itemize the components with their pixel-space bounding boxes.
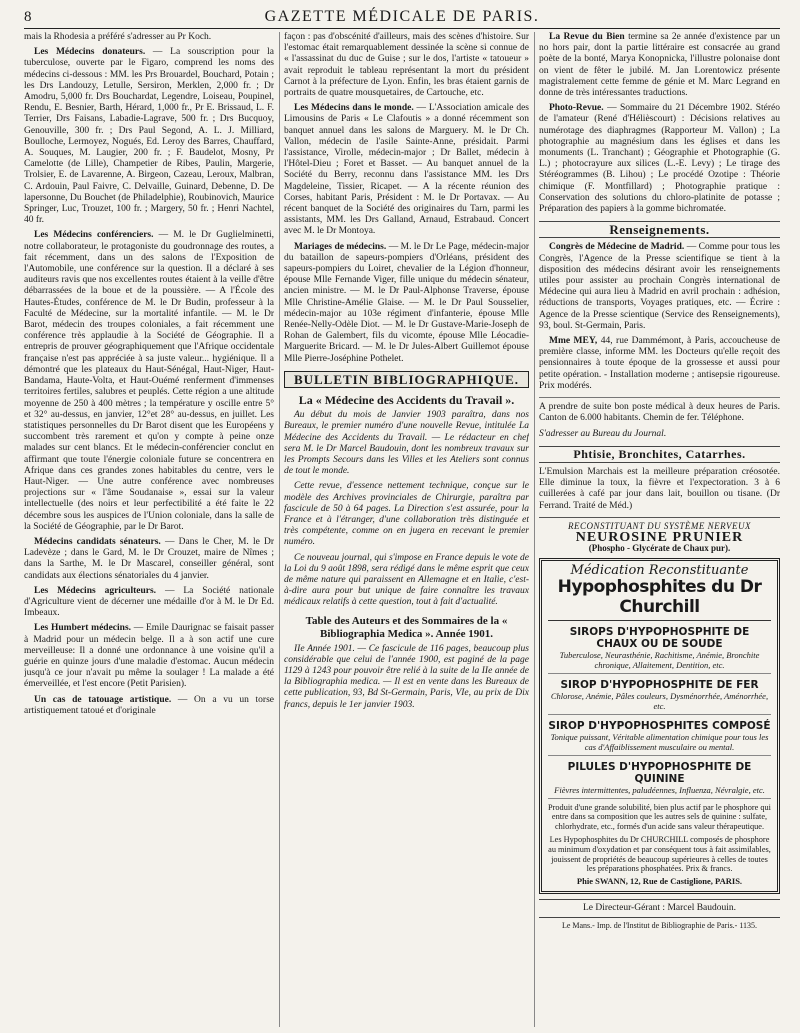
reconstituant-line: RECONSTITUANT DU SYSTÈME NERVEUX <box>539 517 780 532</box>
article-paragraph: Cette revue, d'essence nettement technique, conçue sur le modèle des Archives provinciales de Chirurgie, paraîtra par fascicule de 50 à 64 pages. La Direction s'est assurée, pour la France et à l'étranger, d'une collaboration très distinguée et très compétente, comme on en jugera en recevant le premier numéro. <box>284 481 529 548</box>
news-item <box>284 32 529 99</box>
neurosine-title: NEUROSINE PRUNIER <box>575 529 744 545</box>
news-item <box>24 623 274 690</box>
item-heading: Les Médecins conférenciers. <box>34 230 154 241</box>
notice-item <box>539 336 780 392</box>
item-text: — La Société nationale d'Agriculture vient de décerner une médaille d'or à M. le Dr Ed. Imbeaux. <box>24 585 274 619</box>
notice-item <box>539 103 780 215</box>
item-heading: Un cas de tatouage artistique. <box>34 694 172 705</box>
practice-for-sale <box>539 397 780 440</box>
director-line: Le Directeur-Gérant : Marcel Baudouin. <box>539 899 780 914</box>
ad-product-desc: Tuberculose, Neurasthénie, Rachitisme, Anémie, Bronchite chronique, Allaitement, Dentition, etc. <box>548 650 771 674</box>
ad-product-title: SIROP D'HYPOPHOSPHITES COMPOSÉ <box>548 719 771 732</box>
ad-signature: Phie SWANN, 12, Rue de Castiglione, PARIS. <box>576 875 743 886</box>
ad-syrups <box>548 626 771 799</box>
notice-text: — Sommaire du 21 Décembre 1902. Stéréo de l'amateur (René d'Hélièscourt) : Décisions relatives au numérotage des diaphragmes (Rapporteur M. Vallon) ; La photographie au magnésium dans les églises et dans les monuments (L. Tranchant) ; Géographie et Photographie (G. L.) ; photocrayure aux silices (L.-E. Levy) ; Le tirage des Stéréogrammes (B. Lihou) ; Le procédé Ozotipe : Théorie chimique (F. Montfillard) ; Photographie pratique : Conservation des solutions du chloro-platinite de potasse ; Préparation des papiers à la gomme bichromatée. <box>539 103 780 215</box>
table-title: Table des Auteurs et des Sommaires de la « Bibliographia Medica ». Année 1901. <box>305 614 508 640</box>
page-number: 8 <box>24 9 32 25</box>
column-middle <box>279 32 529 1027</box>
notice-heading: Mme MEY, <box>549 336 598 347</box>
column-left <box>24 32 274 1027</box>
notice-heading: Photo-Revue. <box>549 103 604 114</box>
page-header <box>24 8 780 29</box>
item-heading: Les Médecins dans le monde. <box>294 103 414 114</box>
article-body <box>284 410 529 608</box>
notice-heading: La Revue du Bien <box>549 32 625 42</box>
item-text: — Emile Daurignac se faisait passer à Madrid pour un médecin belge. Il a à son actif une cure merveilleuse: Il a donné une ordonnance à une voisine qu'il a guérie en quinze jours d'une maladie d'estomac. Aucun médecin jusqu'à ce jour n'avait pu même la soulager ! La malade a été émerveillée, et l'est encore (Petit Parisien). <box>24 623 274 690</box>
item-text: — La souscription pour la tuberculose, ouverte par le Figaro, comprend les noms des médecins ci-dessous : MM. les Prs Brouardel, Bouchard, Potain ; les Drs Landouzy, Letulle, Sersiron, Merklen, 2,000 fr. ; Dr Amodru, 5,000 fr. Drs Bouchardat, Legendre, Loiseau, Poupinel, Rendu, E. Besnier, Barth, Hérard, 1,000 fr., Pr E. Brissaud, L. F. Terrier, Drs Faisans, Labadie-Lagrave, 500 fr. ; Drs Bucquoy, Genouville, 300 fr. ; Drs Paul Segond, A. L. J. Milliard, Boulloche, Lermoyez, Nogués, Ed. Leroy des Barres, Chauffard, A. Souques, M. Laugier, 200 fr. ; F. Baudelot, Mosny, Pr Camelotte (de Lille), Champetier de Ribes, Paulin, Margerie, Trolsier, E. de Lavarenne, A. Birgeon, Cazeau, Leroux, Malbran, C. Ardouin, Paul Faivre, C. Delvaille, Guinard, Debenne, D. De lapersonne, Du Bouchet (de Philadelphie), Roubinovich, Maurice Springer, Luc, Trouzet, 100 fr. ; Margery, 50 fr. ; Henri Nachtel, 40 fr. <box>24 47 274 226</box>
item-heading: Les Médecins agriculteurs. <box>34 585 157 596</box>
news-item <box>24 695 274 717</box>
item-text: — M. le Dr Guglielminetti, notre collaborateur, le protagoniste du goudronnage des routes, a fait récemment, dans un des salons de l'Exposition de l'Automobile, une conférence sur la question. Il a déclaré à ses auditeurs ravis que nos excellentes routes étaient à la veille d'être débarrassées de la boue et de la poussière. — A l'École des Hautes-Études, conférence de M. le Dr Budin, professeur à la Faculté de Médecine, sur la mortalité infantile. — M. le Dr Barot, médecin des troupes coloniales, a fait récemment une conférence très applaudie à la Société de Géographie. Il a entrepris de prouver géographiquement que l'Afrique occidentale française n'est pas appréciée à sa juste valeur... hygiénique. Il a démontré que les plateaux du Haut-Sénégal, Haut-Niger, Haut-Bandama, Haute-Volta, et Haut-Ouémé renferment d'immenses territoires fertiles, salubres et peuplés. Cette région a une altitude moyenne de 250 à 400 mètres ; la température y oscille entre 5° et 32° au-dessus, en janvier, 12°et 28° au-dessus, en juillet. Les statistiques personnelles du Dr Barot disent que les Européens y succombent très rarement et qu'on y compte à peine onze malades sur cent blancs. Et le médecin-conférencier conclut en affirmant que toute l'énergie coloniale future se concentrera en Afrique dans ces grandes zones habitables du centre, vers le Haut-Niger. — Une autre conférence avec nombreuses projections sur « l'âme Soudanaise », essai sur la valeur intellectuelle (des noirs et leur perfectibilité a été faite le 22 décembre sous les auspices de l'Union coloniale, dans la salle de la Société de Géographie, par le Dr Barot. <box>24 230 274 532</box>
item-heading: Les Médecins donateurs. <box>34 47 146 58</box>
notice-text: 44, rue Dammémont, à Paris, accoucheuse de première classe, informe MM. les Docteurs qu'elle reçoit des pensionnaires à toute époque de la grossesse et aussi pour petite opération. - Installation moderne ; antisepsie rigoureuse. Prix modérés. <box>539 336 780 391</box>
ad-text-quinine: Produit d'une grande solubilité, bien plus actif par le phosphore qui entre dans sa composition que les autres sels de quinine : sulfate, chlorhydrate, etc., formés d'un acide sans valeur thérapeutique. <box>548 802 771 831</box>
news-item <box>24 32 274 43</box>
item-text: — L'Association amicale des Limousins de Paris « Le Clafoutis » a donné récemment son banquet annuel dans les salons de Marguery. M. le Dr Ch. Vallon, médecin de l'asile Sainte-Anne, présidait. Parmi l'assistance, Virolle, médecin-major ; Dr Ballet, médecin à l'Hôtel-Dieu ; Foret et Basset. — Au banquet annuel de la Société du Berry, reconnu dans l'assistance MM. les Drs Magdeleine, Tissier, Ricapet. — A la récente réunion des Corses, habitant Paris, Président : M. le Dr Portavax. — Au récent banquet de la Société des originaires du Tarn, parmi les assistants, MM. les Drs Galland, Arnaud, Estrabaud. Concert avec M. le Dr Montoya. <box>284 103 529 237</box>
journal-title: GAZETTE MÉDICALE DE PARIS. <box>264 8 540 25</box>
neurosine-sub: (Phospho - Glycérate de Chaux pur). <box>588 543 731 554</box>
news-item <box>24 586 274 620</box>
bulletin-banner: BULLETIN BIBLIOGRAPHIQUE. <box>284 371 529 388</box>
table-text: IIe Année 1901. — Ce fascicule de 116 pages, beaucoup plus considérable que celui de l'année 1900, est paginé de la page 1129 à 1243 pour pouvoir être relié à la suite de la IIe année de la Bibliographia medica. — Il est en vente dans les Bureaux de cette publication, 93, Bd St-Germain, Paris, VIe, au prix de Dix francs, depuis le 1er janvier 1903. <box>284 643 529 710</box>
news-item <box>24 537 274 582</box>
sale-text: A prendre de suite bon poste médical à deux heures de Paris. Canton de 6.000 habitants. Chemin de fer. Téléphone. <box>539 402 780 424</box>
renseignements-title: Renseignements. <box>539 221 780 238</box>
ad-product-desc: Chlorose, Anémie, Pâles couleurs, Dysménorrhée, Aménorrhée, etc. <box>548 691 771 715</box>
imprint-line: Le Mans.- Imp. de l'Institut de Bibliographie de Paris.- 1135. <box>539 917 780 931</box>
ad-headline: Hypophosphites du Dr Churchill <box>548 577 771 621</box>
notice-text: termine sa 2e année d'existence par un no hors pair, dont la partie littéraire est consacrée au grand poète de la bonté, Marya Konopnicka, l'illustre polonaise dont on vient de fêter le jubilé. M. Jan Lorentowicz présente magistralement cette femme de génie et M. Marc Legrand en donne de très intéressantes traductions. <box>539 32 780 99</box>
columns <box>24 32 780 1027</box>
item-heading: Mariages de médecins. <box>294 241 387 252</box>
item-text: — Dans le Cher, M. le Dr Ladevèze ; dans le Gard, M. le Dr Crouzet, maire de Nîmes ; dans la Sarthe, M. le Dr Mascarel, conseiller général, sont candidats aux élections sénatoriales du 4 janvier. <box>24 536 274 581</box>
item-text: — On a vu un torse artistiquement tatoué et d'originale <box>24 694 274 716</box>
notice-heading: Congrès de Médecine de Madrid. <box>549 242 685 253</box>
notice-item <box>539 32 780 99</box>
ad-product-desc: Tonique puissant, Véritable alimentation chimique pour tous les cas d'Affaiblissement musculaire ou mental. <box>548 732 771 756</box>
article-title: La « Médecine des Accidents du Travail ». <box>298 393 515 408</box>
phtisis-text: L'Emulsion Marchais est la meilleure préparation créosotée. Elle diminue la toux, la fièvre et l'expectoration. 3 à 6 cuillerées à café par jour dans lait, bouillon ou tisane. (Dr Ferrand. Traité de Méd.) <box>539 466 780 511</box>
middle-news <box>284 32 529 365</box>
notice-item <box>539 242 780 332</box>
item-text: mais la Rhodesia a préféré s'adresser au Pr Koch. <box>24 32 212 42</box>
phtisis-title: Phtisie, Bronchites, Catarrhes. <box>539 446 780 463</box>
news-item <box>284 242 529 365</box>
ad-product-title: PILULES D'HYPOPHOSPHITE DE QUININE <box>567 760 752 785</box>
news-item <box>284 103 529 237</box>
ad-medication: Médication Reconstituante <box>570 563 749 579</box>
ad-product-desc: Fièvres intermittentes, paludéennes, Influenza, Névralgie, etc. <box>548 785 771 799</box>
column-right <box>534 32 780 1027</box>
reviews <box>539 32 780 215</box>
ad-product-title: SIROP D'HYPOPHOSPHITE DE FER <box>560 678 759 691</box>
article-paragraph: Ce nouveau journal, qui s'impose en France depuis le vote de la Loi du 9 août 1898, sera rédigé dans le même esprit que ceux de même nature qui paraissent en Allemagne et en Italie, c'est-à-dire aura pour but unique de faire connaître les travaux médicaux relatifs à cette question, tout à fait d'actualité. <box>284 552 529 608</box>
ad-product-title: SIROPS D'HYPOPHOSPHITE DE CHAUX OU DE SOUDE <box>569 625 750 650</box>
item-text: — M. le Dr Le Page, médecin-major du bataillon de sapeurs-pompiers d'Orléans, président des sapeurs-pompiers du Loiret, chevalier de la Légion d'honneur, épouse Mlle Fernande Viger, fille unique du médecin sénateur, ancien ministre. — M. le Dr Paul-Alphonse Traverse, épouse Mlle Christine-Amélie Glaise. — M. le Dr Paul Sousselier, médecin-major au 103e régiment d'infanterie, épouse Mlle Renée-Nelly-Odèle Diot. — M. le Dr Gustave-Marie-Joseph de Rohan de Galembert, fils du vicomte, épouse Mlle Léocadie-Marguerite Bricard. — M. le Dr Jules-Albert Guillemot épouse Mlle Pierre-Joséphine Pothelet. <box>284 241 529 364</box>
notice-text: — Comme pour tous les Congrès, l'Agence de la Presse scientifique se tient à la disposition des médecins désirant avoir les renseignements utiles pour assister au prochain Congrès international de Médecine qui aura lieu à Madrid en avril prochain : adhésion, réductions de transports, Voyages pratiques, etc. — Écrire : Agence de la Presse scientique (Service des Renseignements), 93, boul. St-Germain, Paris. <box>539 242 780 331</box>
churchill-ad <box>539 558 780 894</box>
article-paragraph: Au début du mois de Janvier 1903 paraîtra, dans nos Bureaux, le premier numéro d'une nouvelle Revue, intitulée La Médecine des Accidents du Travail. — Le rédacteur en chef sera M. le Dr Marcel Baudouin, dont les nombreux travaux sur les Prompts Secours dans les Villes et les Ateliers sont connus de tout le monde. <box>284 410 529 477</box>
item-heading: Les Humbert médecins. <box>34 623 132 634</box>
news-item <box>24 230 274 532</box>
renseignements-list <box>539 242 780 392</box>
item-text: façon : pas d'obscénité d'ailleurs, mais des scènes d'histoire. Sur l'estomac était remarquablement dessinée la scène si connue de « l'assassinat du duc de Guise ; sur le dos, l'artiste « tatoueur » avait reproduit le tableau représentant la mort du président Carnot à la préfecture de Lyon. Enfin, les bras étaient garnis de portraits de quatre mousquetaires, de Cartouche, etc. <box>284 32 529 99</box>
sale-contact: S'adresser au Bureau du Journal. <box>539 428 667 439</box>
item-heading: Médecins candidats sénateurs. <box>34 536 161 547</box>
ad-text-churchill: Les Hypophosphites du Dr CHURCHILL composés de phosphore au minimum d'oxydation et par conséquent tous à fait assimilables, jouissent de propriétés de beaucoup supérieures à celles de toutes les préparations phosphatées. Prix & francs. <box>548 835 771 874</box>
news-item <box>24 47 274 226</box>
